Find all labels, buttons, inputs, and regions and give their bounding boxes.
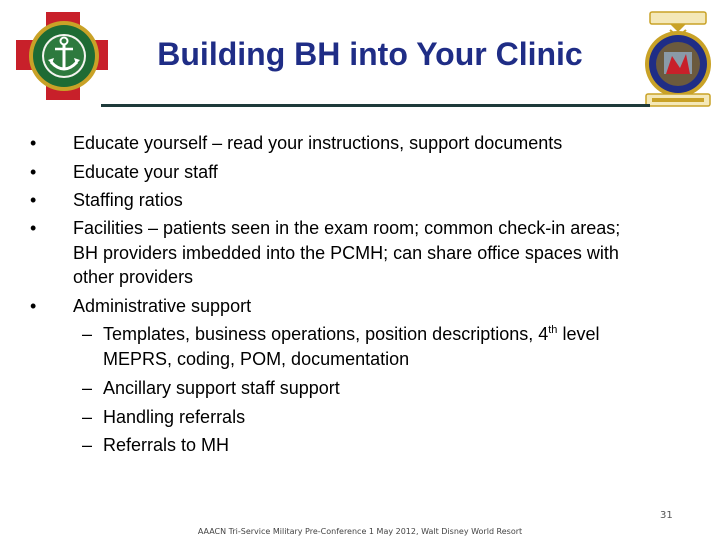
bullet-text: BH providers imbedded into the PCMH; can share office spaces with [73,243,619,263]
dash-icon: – [82,378,93,398]
bullet-text: Staffing ratios [73,190,183,210]
navy-anchor-emblem-icon [8,10,113,102]
bullet-text: Facilities – patients seen in the exam room; common check-in areas; [73,218,621,238]
page-number: 31 [660,510,673,521]
dash-icon: – [82,435,93,455]
sub-bullet-text [103,324,599,344]
sub-bullet-text: Ancillary support staff support [103,378,340,398]
sub-bullet-text: Handling referrals [103,407,246,427]
bullet-icon: • [30,218,37,238]
dash-icon: – [82,324,93,344]
slide-title: Building BH into Your Clinic [157,36,583,72]
bullet-text: Administrative support [73,296,252,316]
title-divider [101,104,650,107]
naval-hospital-emblem-icon [640,8,716,112]
bullet-text: Educate yourself – read your instructions, support documents [73,133,563,153]
bullet-text: other providers [73,267,194,287]
sub-bullet-text: MEPRS, coding, POM, documentation [103,349,410,369]
bullet-icon: • [30,133,37,153]
sub-bullet-text-part: Templates, business operations, position descriptions, 4 [103,324,549,344]
sub-bullet-text-part: level [557,324,600,344]
bullet-icon: • [30,190,37,210]
bullet-text: Educate your staff [73,162,218,182]
footer-text: AAACN Tri-Service Military Pre-Conference 1 May 2012, Walt Disney World Resort [197,527,523,536]
sub-bullet-text: Referrals to MH [103,435,230,455]
bullet-icon: • [30,296,37,316]
dash-icon: – [82,407,93,427]
bullet-icon: • [30,162,37,182]
ordinal-suffix: th [548,324,558,336]
